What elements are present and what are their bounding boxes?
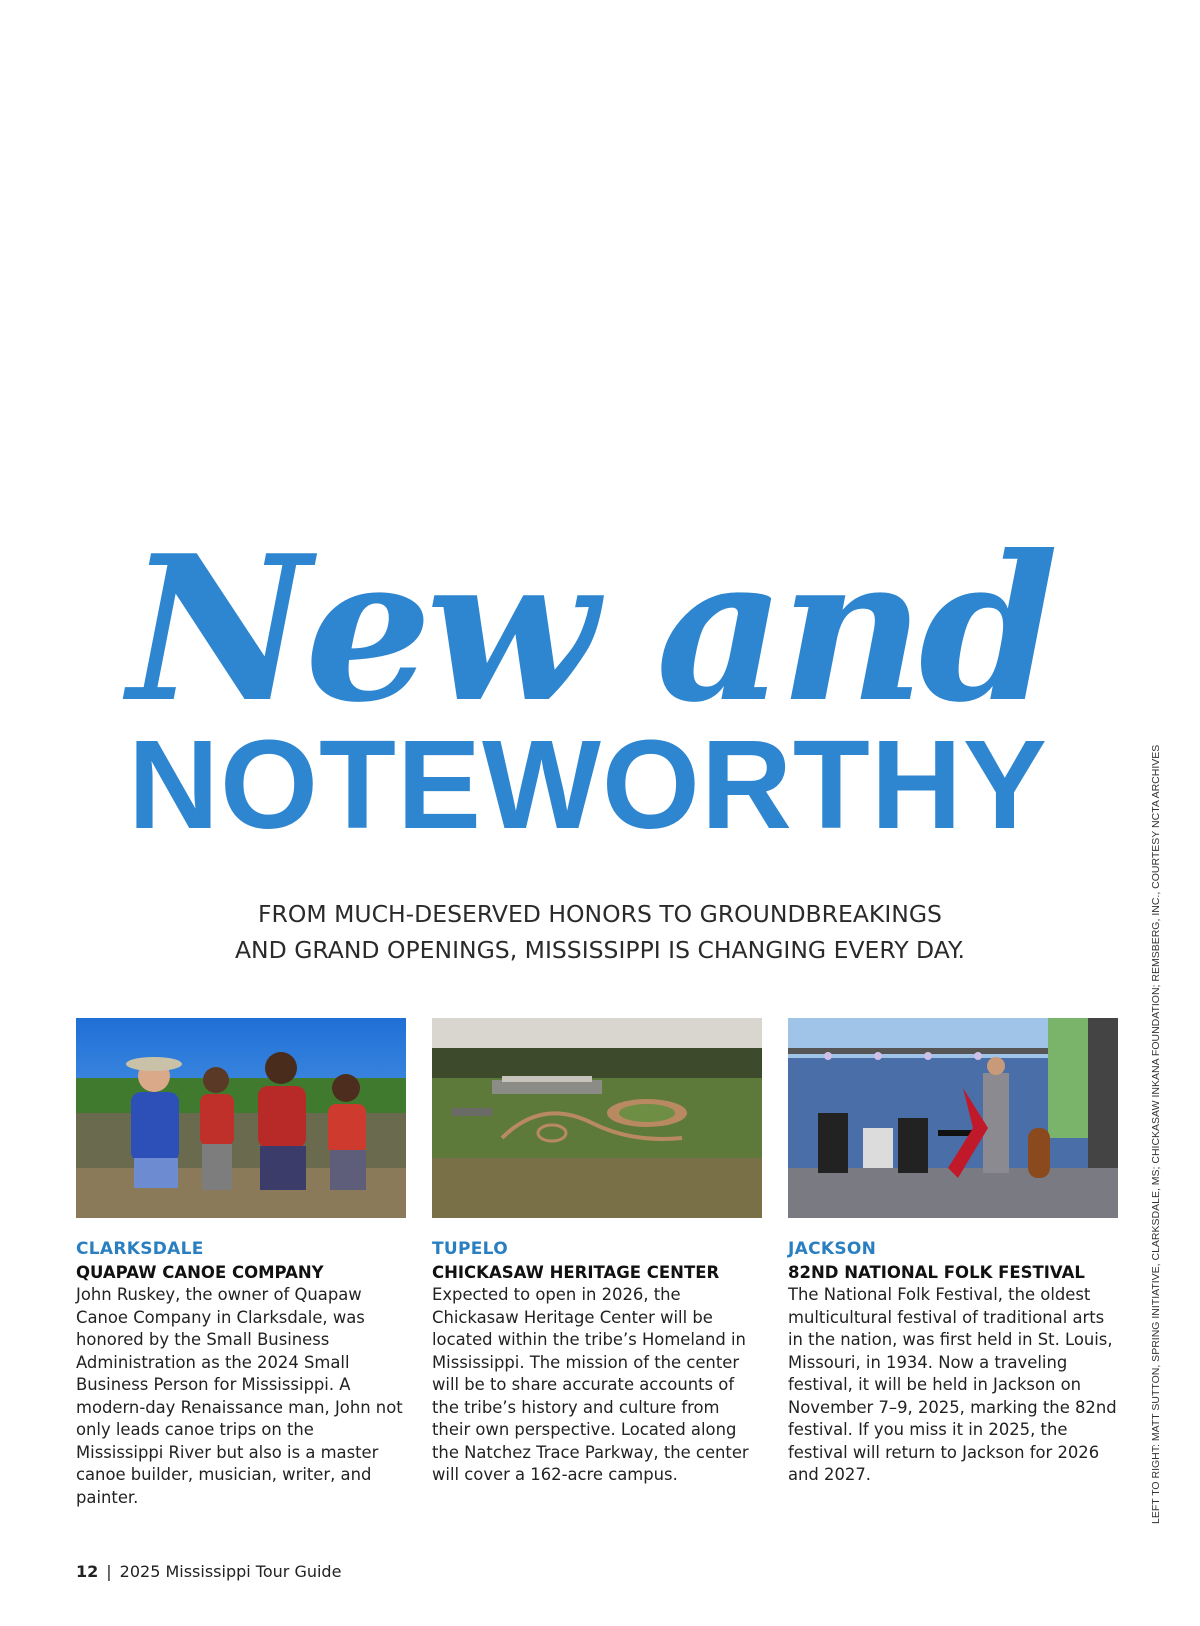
page-number: 12: [76, 1562, 99, 1581]
city-label: TUPELO: [432, 1239, 508, 1259]
article-heading: 82ND NATIONAL FOLK FESTIVAL: [788, 1263, 1085, 1282]
subtitle-line-1: FROM MUCH-DESERVED HONORS TO GROUNDBREAKINGS: [258, 900, 942, 928]
article-jackson: [788, 1018, 1118, 1487]
page-footer: [76, 1562, 341, 1581]
city-label: CLARKSDALE: [76, 1239, 204, 1259]
article-body: John Ruskey, the owner of Quapaw Canoe Company in Clarksdale, was honored by the Small Business Administration as the 2024 Small Business Person for Mississippi. A modern-day Renaissance man, John not only leads canoe trips on the Mississippi River but also is a master canoe builder, musician, writer, and painter.: [76, 1285, 403, 1507]
publication-name: 2025 Mississippi Tour Guide: [119, 1562, 342, 1581]
article-heading: QUAPAW CANOE COMPANY: [76, 1263, 324, 1282]
title-script: New and: [128, 512, 1053, 747]
photo-canoe-group: [76, 1018, 406, 1218]
photo-heritage-center-rendering: [432, 1018, 762, 1218]
article-body: The National Folk Festival, the oldest multicultural festival of traditional arts in the nation, was first held in St. Louis, Missouri, in 1934. Now a traveling festival, it will be held in Jackson on November 7–9, 2025, marking the 82nd festival. If you miss it in 2025, the festival will return to Jackson for 2026 and 2027.: [788, 1285, 1117, 1484]
photo-folk-festival-stage: [788, 1018, 1118, 1218]
article-tupelo: [432, 1018, 762, 1487]
article-body: Expected to open in 2026, the Chickasaw Heritage Center will be located within the tribe’s Homeland in Mississippi. The mission of the center will be to share accurate accounts of the tribe’s history and culture from their own perspective. Located along the Natchez Trace Parkway, the center will cover a 162-acre campus.: [432, 1285, 749, 1484]
subtitle-line-2: AND GRAND OPENINGS, MISSISSIPPI IS CHANGING EVERY DAY.: [234, 936, 966, 964]
photo-credit: LEFT TO RIGHT: MATT SUTTON, SPRING INITIATIVE, CLARKSDALE, MS; CHICKASAW INKANA FOUNDATION; REMSBERG, INC., COURTESY NCTA ARCHIVES: [1150, 744, 1162, 1524]
article-heading: CHICKASAW HERITAGE CENTER: [432, 1263, 720, 1282]
city-label: JACKSON: [788, 1239, 877, 1259]
subtitle: [140, 896, 1060, 968]
page-title: NOTEWORTHY: [128, 714, 1048, 855]
footer-separator: |: [106, 1562, 112, 1581]
article-clarksdale: [76, 1018, 406, 1509]
